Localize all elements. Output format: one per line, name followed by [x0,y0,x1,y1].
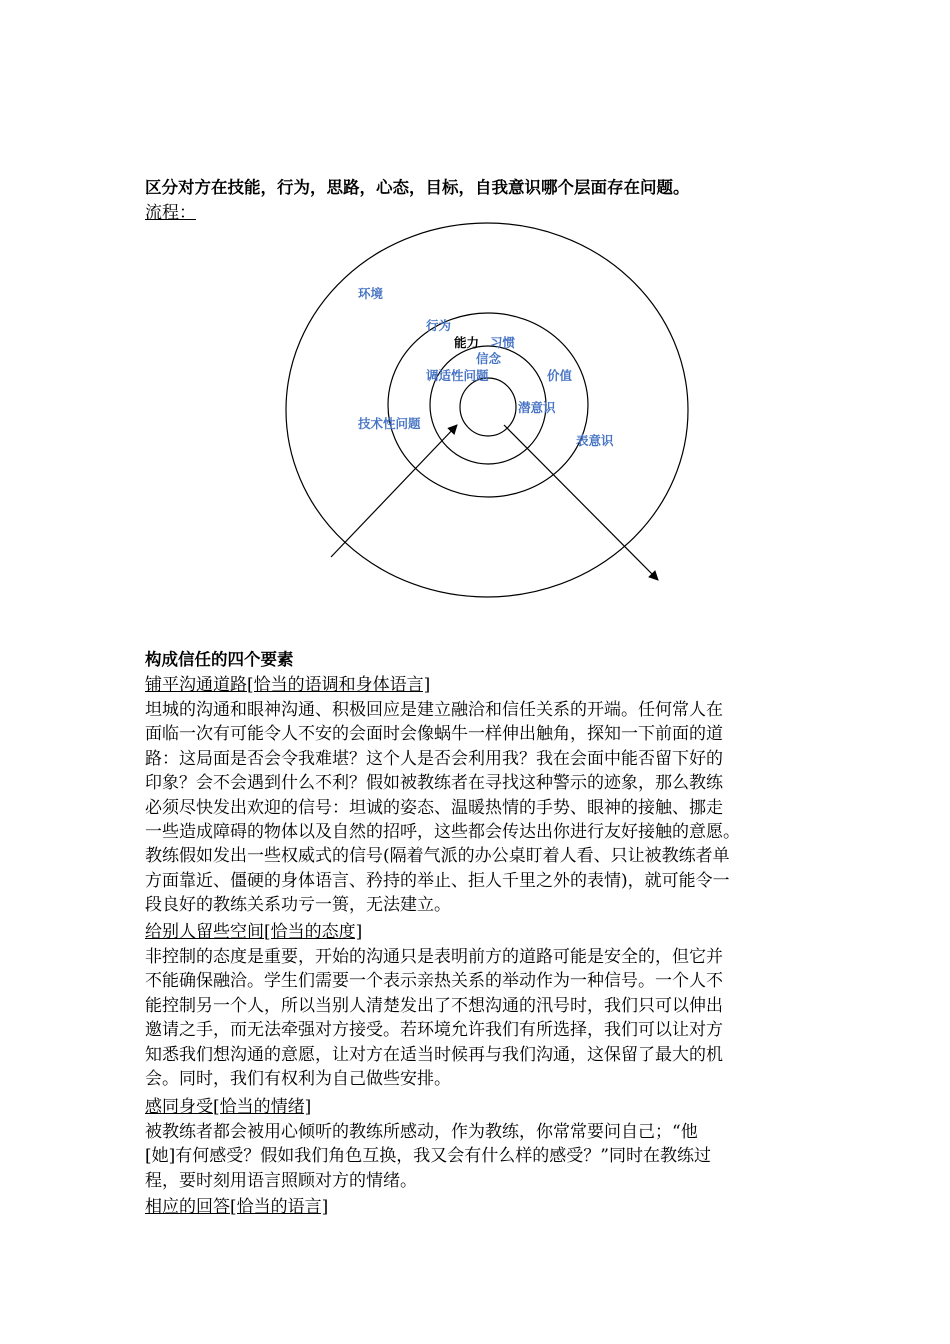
text-line: 路：这局面是否会令我难堪？这个人是否会利用我？我在会面中能否留下好的 [145,748,723,769]
item3-heading: 感同身受[恰当的情绪] [145,1097,312,1117]
label-behavior: 行为 [426,318,452,333]
item4-heading: 相应的回答[恰当的语言] [145,1197,329,1217]
text-line: 会。同时，我们有权利为自己做些安排。 [145,1069,451,1090]
text-line: 非控制的态度是重要，开始的沟通只是表明前方的道路可能是安全的，但它并 [145,947,723,967]
item1-paragraph [145,698,815,918]
text-line: 坦城的沟通和眼神沟通、积极回应是建立融洽和信任关系的开端。任何常人在 [145,700,723,720]
middle-circle [388,313,588,497]
label-environment: 环境 [358,286,384,301]
text-line: 邀请之手，而无法牵强对方接受。若环境允许我们有所选择，我们可以让对方 [145,1020,723,1041]
text-line: 能控制另一个人，所以当别人清楚发出了不想沟通的汛号时，我们只可以伸出 [145,995,723,1016]
label-technical-issue: 技术性问题 [358,416,421,431]
text-line: 知悉我们想沟通的意愿，让对方在适当时候再与我们沟通，这保留了最大的机 [145,1044,723,1065]
process-label: 流程： [145,203,196,223]
item2-heading: 给别人留些空间[恰当的态度] [145,922,363,942]
label-subconscious: 潜意识 [518,400,556,415]
layer-diagram [0,0,950,640]
label-surface-consciousness: 表意识 [576,433,614,448]
text-line: 方面靠近、僵硬的身体语言、矜持的举止、拒人千里之外的表情)，就可能令一 [145,870,730,891]
section1-title: 区分对方在技能，行为，思路，心态，目标，自我意识哪个层面存在问题。 [145,178,690,197]
label-adaptive-issue: 调适性问题 [426,368,489,383]
text-line: 不能确保融洽。学生们需要一个表示亲热关系的举动作为一种信号。一个人不 [145,971,723,992]
text-line: 教练假如发出一些权威式的信号(隔着气派的办公桌盯着人看、只让被教练者单 [145,846,730,867]
text-line: 被教练者都会被用心倾听的教练所感动，作为教练，你常常要问自己；“他 [145,1122,698,1142]
text-line: [她]有何感受？假如我们角色互换，我又会有什么样的感受？”同时在教练过 [145,1146,711,1167]
label-ability: 能力 [454,335,480,350]
inward-arrow [331,425,457,557]
text-line: 必须尽快发出欢迎的信号：坦诚的姿态、温暖热情的手势、眼神的接触、挪走 [145,797,723,818]
core-circle [460,378,516,436]
text-line: 程，要时刻用语言照顾对方的情绪。 [145,1170,417,1191]
text-line: 面临一次有可能令人不安的会面时会像蜗牛一样伸出触角，探知一下前面的道 [145,724,723,745]
label-value: 价值 [547,368,573,383]
label-habit: 习惯 [490,335,516,350]
text-line: 段良好的教练关系功亏一篑，无法建立。 [145,895,451,916]
text-line: 印象？会不会遇到什么不利？假如被教练者在寻找这种警示的迹象，那么教练 [145,773,723,794]
outward-arrow [504,425,658,580]
text-line: 一些造成障碍的物体以及自然的招呼，这些都会传达出你进行友好接触的意愿。 [145,822,740,843]
item3-paragraph [145,1120,815,1193]
item1-heading: 铺平沟通道路[恰当的语调和身体语言] [145,675,431,695]
item2-paragraph [145,945,815,1091]
section2-title: 构成信任的四个要素 [145,650,294,669]
label-belief: 信念 [476,351,502,366]
